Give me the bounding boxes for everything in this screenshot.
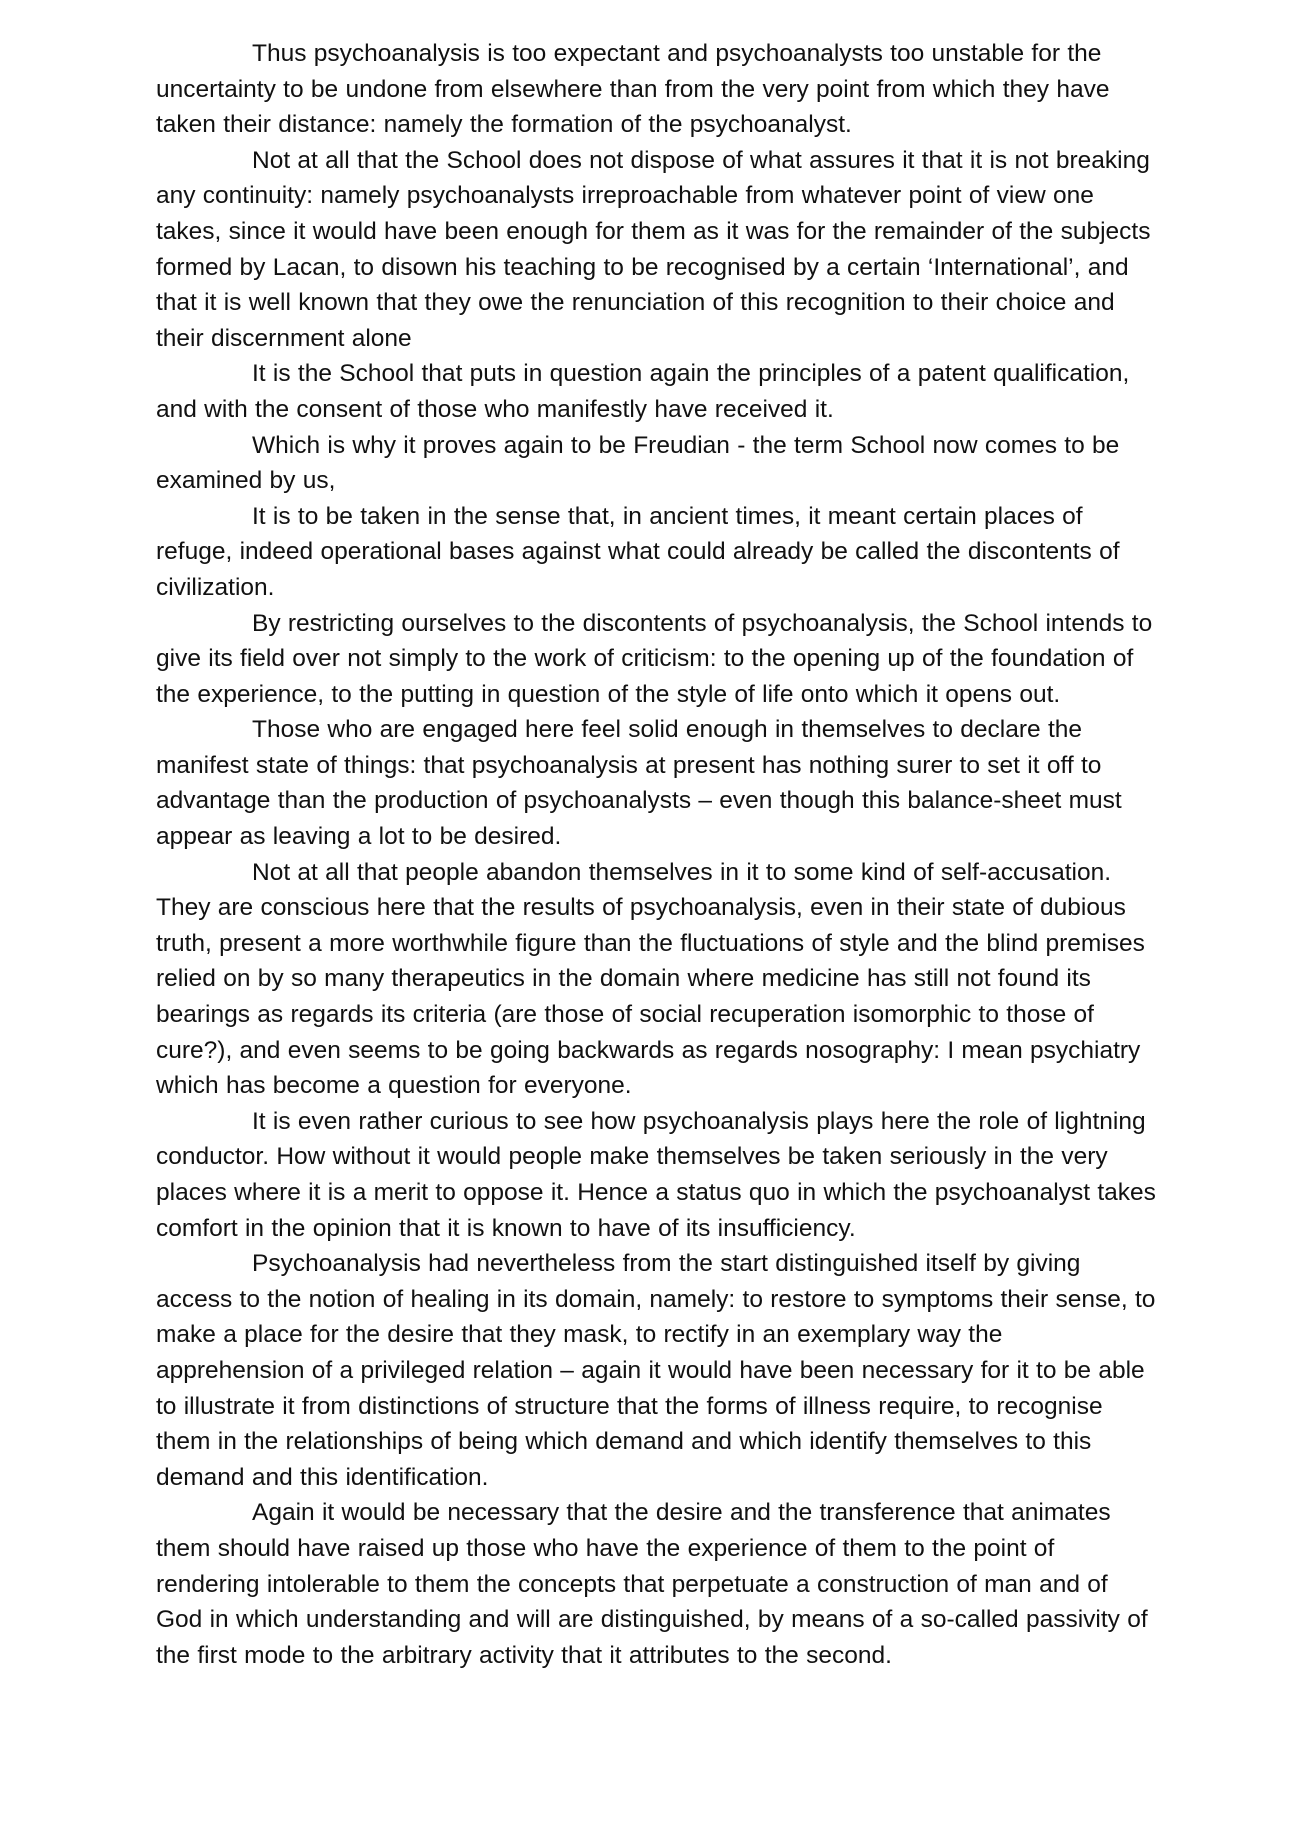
paragraph: By restricting ourselves to the discontents of psychoanalysis, the School intends to give its field over not simply to the work of criticism: to the opening up of the foundation of the experience, to the putting in question of the style of life onto which it opens out. — [156, 609, 1153, 708]
paragraph: Not at all that the School does not dispose of what assures it that it is not breaking any continuity: namely psychoanalysts irreproachable from whatever point of view one takes, since it would have been enough for them as it was for the remainder of the subjects formed by Lacan, to disown his teaching to be recognised by a certain ‘International’, and that it is well known that they owe the renunciation of this recognition to their choice and their discernment alone — [156, 146, 1151, 352]
paragraph: It is the School that puts in question again the principles of a patent qualification, and with the consent of those who manifestly have received it. — [156, 360, 1130, 423]
paragraph: Not at all that people abandon themselves in it to some kind of self-accusation. They are conscious here that the results of psychoanalysis, even in their state of dubious truth, present a more worthwhile figure than the fluctuations of style and the blind premises relied on by so many therapeutics in the domain where medicine has still not found its bearings as regards its criteria (are those of social recuperation isomorphic to those of cure?), and even seems to be going backwards as regards nosography: I mean psychiatry which has become a question for everyone. — [156, 858, 1145, 1100]
paragraph: Again it would be necessary that the desire and the transference that animates them should have raised up those who have the experience of them to the point of rendering intolerable to them the concepts that perpetuate a construction of man and of God in which understanding and will are distinguished, by means of a so-called passivity of the first mode to the arbitrary activity that it attributes to the second. — [156, 1499, 1148, 1669]
paragraph: It is to be taken in the sense that, in ancient times, it meant certain places of refuge, indeed operational bases against what could already be called the discontents of civilization. — [156, 502, 1120, 601]
paragraph: Which is why it proves again to be Freudian - the term School now comes to be examined by us, — [156, 431, 1120, 495]
paragraph: Those who are engaged here feel solid enough in themselves to declare the manifest state of things: that psychoanalysis at present has nothing surer to set it off to advantage than the production of psychoanalysts – even though this balance-sheet must appear as leaving a lot to be desired. — [156, 716, 1122, 851]
paragraph: Thus psychoanalysis is too expectant and psychoanalysts too unstable for the uncertainty to be undone from elsewhere than from the very point from which they have taken their distance: namely the formation of the psychoanalyst. — [156, 40, 1110, 139]
document-body — [156, 36, 1156, 1673]
paragraph: Psychoanalysis had nevertheless from the start distinguished itself by giving access to the notion of healing in its domain, namely: to restore to symptoms their sense, to make a place for the desire that they mask, to rectify in an exemplary way the apprehension of a privileged relation – again it would have been necessary for it to be able to illustrate it from distinctions of structure that the forms of illness require, to recognise them in the relationships of being which demand and which identify themselves to this demand and this identification. — [156, 1250, 1156, 1491]
paragraph: It is even rather curious to see how psychoanalysis plays here the role of lightning conductor. How without it would people make themselves be taken seriously in the very places where it is a merit to oppose it. Hence a status quo in which the psychoanalyst takes comfort in the opinion that it is known to have of its insufficiency. — [156, 1107, 1156, 1242]
